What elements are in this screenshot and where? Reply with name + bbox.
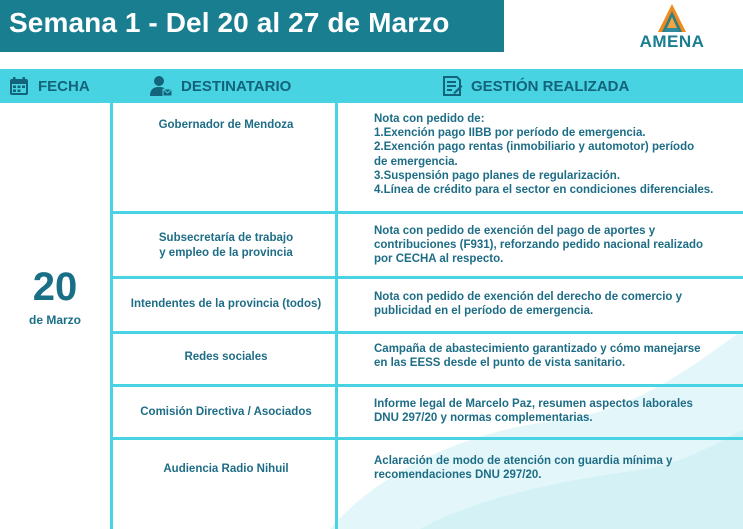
gestion-line: Nota con pedido de exención del pago de aportes y — [374, 225, 656, 237]
destinatario-line: Gobernador de Mendoza — [158, 119, 294, 131]
gestion-line: por CECHA al respecto. — [374, 253, 504, 266]
destinatario-cell — [116, 350, 336, 365]
gestion-line: Nota con pedido de: — [374, 113, 485, 125]
gestion-line: DNU 297/20 y normas complementarias. — [374, 412, 593, 425]
gestion-line: publicidad en el período de emergencia. — [374, 305, 594, 318]
amena-logo — [624, 2, 720, 52]
header-fecha-label: FECHA — [38, 77, 90, 95]
gestion-cell — [374, 342, 734, 370]
row-divider — [113, 384, 743, 387]
header-destinatario — [149, 69, 291, 103]
row-divider — [113, 211, 743, 214]
destinatario-cell — [116, 297, 336, 312]
gestion-cell — [374, 112, 734, 197]
destinatario-line: Intendentes de la provincia (todos) — [130, 298, 322, 310]
date-day: 20 — [32, 265, 78, 309]
destinatario-line: y empleo de la provincia — [159, 247, 293, 259]
gestion-line: de emergencia. — [374, 155, 458, 168]
calendar-icon — [8, 75, 30, 97]
gestion-line: contribuciones (F931), reforzando pedido nacional realizado — [374, 239, 704, 252]
page-title: Semana 1 - Del 20 al 27 de Marzo — [9, 7, 450, 38]
destinatario-line: Comisión Directiva / Asociados — [140, 406, 312, 418]
column-divider — [110, 69, 113, 529]
column-divider — [335, 69, 338, 529]
header-gestion — [441, 69, 629, 103]
gestion-cell — [374, 454, 734, 482]
destinatario-line: Redes sociales — [184, 351, 268, 363]
row-divider — [113, 331, 743, 334]
row-divider — [113, 437, 743, 440]
gestion-line: 1.Exención pago IIBB por período de emergencia. — [374, 127, 646, 140]
gestion-line: Nota con pedido de exención del derecho de comercio y — [374, 291, 683, 303]
gestion-line: 2.Exención pago rentas (inmobiliario y automotor) período — [374, 141, 695, 154]
gestion-cell — [374, 224, 734, 267]
row-divider — [113, 276, 743, 279]
document-icon — [441, 75, 463, 97]
gestion-line: Aclaración de modo de atención con guardia mínima y — [374, 455, 673, 467]
gestion-line: Informe legal de Marcelo Paz, resumen aspectos laborales — [374, 398, 693, 410]
destinatario-line: Audiencia Radio Nihuil — [163, 463, 289, 475]
header-destinatario-label: DESTINATARIO — [181, 77, 292, 95]
user-icon — [149, 74, 173, 98]
header-fecha — [8, 69, 90, 103]
destinatario-cell — [116, 118, 336, 133]
destinatario-cell — [116, 231, 336, 261]
gestion-line: recomendaciones DNU 297/20. — [374, 469, 542, 482]
logo-mark-icon — [624, 2, 720, 34]
title-bar — [0, 0, 504, 52]
gestion-cell — [374, 397, 734, 425]
destinatario-cell — [116, 462, 336, 477]
destinatario-line: Subsecretaría de trabajo — [158, 232, 294, 244]
gestion-line: 3.Suspensión pago planes de regularización. — [374, 169, 621, 182]
destinatario-cell — [116, 405, 336, 420]
header-gestion-label: GESTIÓN REALIZADA — [471, 77, 630, 95]
gestion-cell — [374, 290, 734, 318]
gestion-line: en las EESS desde el punto de vista sanitario. — [374, 357, 626, 370]
logo-text: AMENA — [639, 32, 705, 51]
date-month: de Marzo — [28, 313, 81, 327]
gestion-line: 4.Línea de crédito para el sector en condiciones diferenciales. — [374, 184, 714, 197]
gestion-line: Campaña de abastecimiento garantizado y cómo manejarse — [374, 343, 701, 355]
